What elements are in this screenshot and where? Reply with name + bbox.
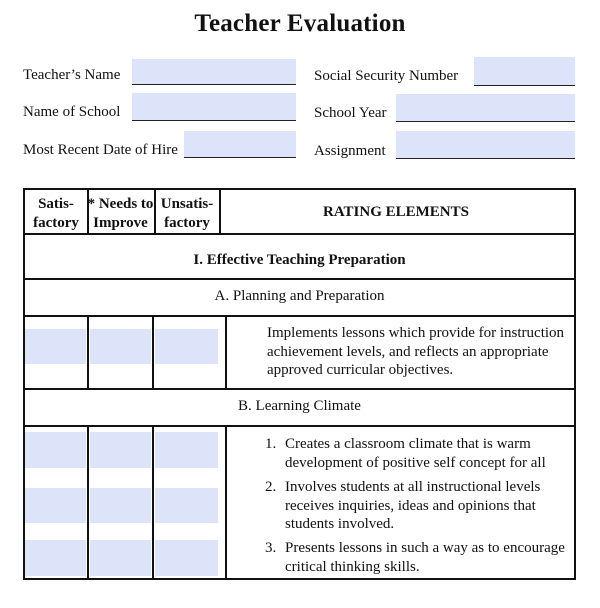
header-unsatisfactory-line2: factory [164,215,210,231]
learning-item-1 [265,435,575,472]
needs-improve-checkbox[interactable] [90,540,151,576]
school-year-label: School Year [314,105,387,121]
item-text: Involves students at all instructional levels receives inquiries, ideas and opinions that students involved. [285,479,541,532]
learning-item-3 [265,539,575,576]
subsection-planning: A. Planning and Preparation [214,288,385,304]
header-satisfactory [25,195,87,233]
header-needs-improve [87,195,154,233]
item-number: 3. [265,540,277,556]
column-divider [225,427,227,578]
header-rating-elements: RATING ELEMENTS [322,204,469,220]
hire-date-label: Most Recent Date of Hire [23,142,178,158]
assignment-label: Assignment [314,143,386,159]
row-divider [25,233,574,235]
planning-item-text: Implements lessons which provide for instruction achievement levels, and reflects an appropriate approved curricular objectives. [267,325,565,378]
needs-improve-checkbox[interactable] [90,432,151,468]
needs-improve-checkbox[interactable] [90,329,151,364]
header-unsatisfactory [154,195,220,233]
header-unsatisfactory-line1: Unsatis- [160,196,214,212]
needs-improve-checkbox[interactable] [90,488,151,523]
item-number: 1. [265,436,277,452]
school-name-label: Name of School [23,104,121,120]
item-text: Creates a classroom climate that is warm development of positive self concept for all [285,436,546,471]
row-divider [25,388,574,390]
subsection-learning-climate: B. Learning Climate [238,398,361,414]
row-divider [25,425,574,427]
unsatisfactory-checkbox[interactable] [155,329,218,364]
learning-item-2 [265,478,575,534]
header-satisfactory-line2: factory [33,215,79,231]
column-divider [152,427,154,578]
school-name-field[interactable] [132,93,296,121]
unsatisfactory-checkbox[interactable] [155,540,218,576]
satisfactory-checkbox[interactable] [25,432,86,468]
satisfactory-checkbox[interactable] [25,540,86,576]
satisfactory-checkbox[interactable] [25,488,86,523]
column-divider [225,317,227,388]
header-needs-line2: Improve [93,215,148,231]
page-title: Teacher Evaluation [194,10,406,37]
row-divider [25,278,574,280]
row-divider [25,315,574,317]
column-divider [87,427,89,578]
rating-table [23,188,576,580]
item-text: Presents lessons in such a way as to encourage critical thinking skills. [285,540,565,575]
ssn-label: Social Security Number [314,68,459,84]
assignment-field[interactable] [396,131,575,159]
header-needs-line1: * Needs to [87,196,154,212]
satisfactory-checkbox[interactable] [25,329,86,364]
section-title: I. Effective Teaching Preparation [193,252,406,268]
teacher-name-field[interactable] [132,59,296,85]
unsatisfactory-checkbox[interactable] [155,488,218,523]
school-year-field[interactable] [396,94,575,122]
hire-date-field[interactable] [184,131,296,158]
column-divider [87,317,89,388]
teacher-name-label: Teacher’s Name [23,67,121,83]
ssn-field[interactable] [474,57,575,86]
column-divider [152,317,154,388]
item-number: 2. [265,479,277,495]
unsatisfactory-checkbox[interactable] [155,432,218,468]
header-satisfactory-line1: Satis- [38,196,74,212]
